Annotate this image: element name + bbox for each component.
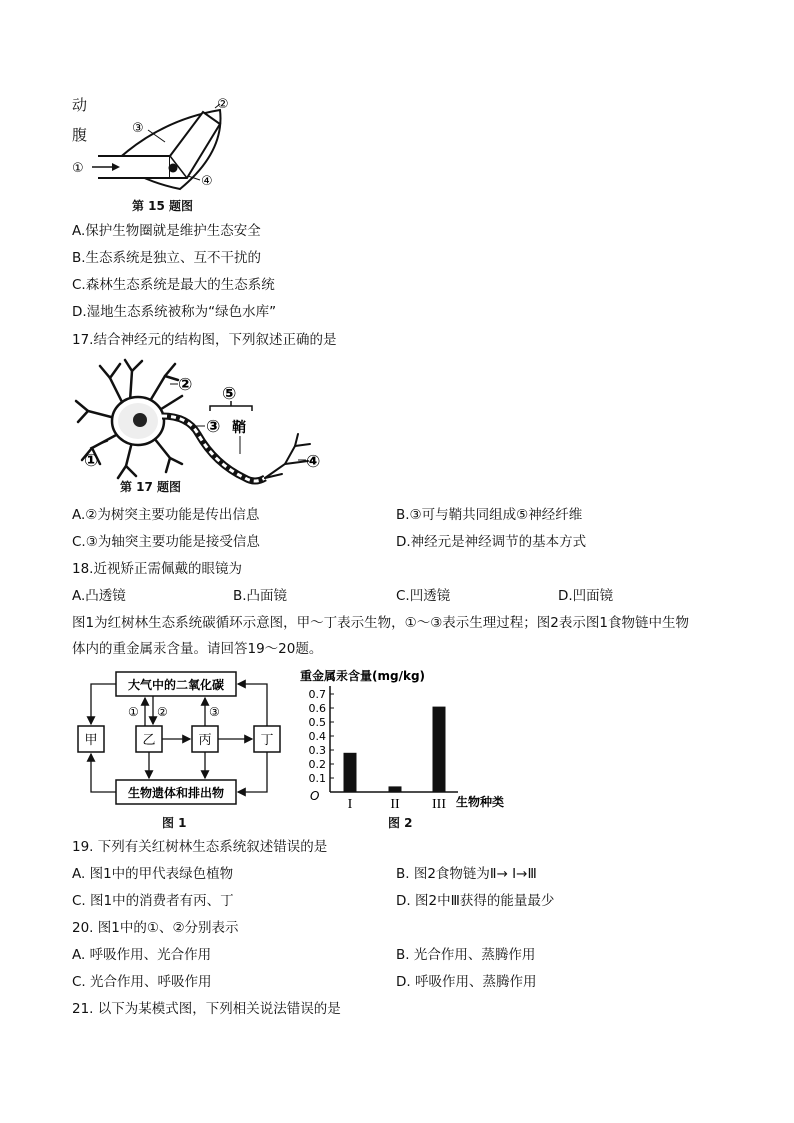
q19-option-c: C. 图1中的消费者有丙、丁 [72,893,234,909]
q16-option-d: D.湿地生态系统被称为“绿色水库” [72,304,277,320]
intro-line-2: 体内的重金属汞含量。请回答19～20题。 [72,641,323,657]
fig17-caption: 第 17 题图 [120,480,182,494]
q20-option-b: B. 光合作用、蒸腾作用 [396,947,536,963]
fig2-bar-3 [433,707,446,792]
fig2-category-label: III [432,797,446,812]
q20-option-c: C. 光合作用、呼吸作用 [72,974,212,990]
fig15-diagram [70,92,250,202]
fig2-bar-1 [344,753,357,792]
fig15-dot [169,164,178,173]
fig1-node-ding-label: 丁 [260,733,274,748]
q17-option-b: B.③可与鞘共同组成⑤神经纤维 [396,507,583,523]
q16-option-b: B.生态系统是独立、互不干扰的 [72,250,262,266]
fig1-node-bing-label: 丙 [198,733,212,748]
q20-option-d: D. 呼吸作用、蒸腾作用 [396,974,537,990]
q17-option-c: C.③为轴突主要功能是接受信息 [72,534,260,550]
q19-stem: 19. 下列有关红树林生态系统叙述错误的是 [72,839,328,855]
fig1-bottom-box-label: 生物遗体和排出物 [127,786,225,800]
fig1-arrow-label-2: ② [157,705,168,719]
fig1-arrow-label-1: ① [128,705,139,719]
fig17-label-1: ① [84,451,99,471]
fig17-label-3: ③ [206,417,221,437]
fig2-ytick-label: 0.3 [308,744,326,757]
fig1-caption: 图 1 [162,816,187,830]
fig17-label-4: ④ [306,452,321,472]
intro-line-1: 图1为红树林生态系统碳循环示意图，甲～丁表示生物，①～③表示生理过程；图2表示图1食物链中生物 [72,615,689,631]
q20-stem: 20. 图1中的①、②分别表示 [72,920,239,936]
q18-option-a: A.凸透镜 [72,588,126,604]
fig2-bar-2 [389,786,402,792]
q19-option-a: A. 图1中的甲代表绿色植物 [72,866,234,882]
fig1-node-yi-label: 乙 [142,733,156,748]
fig17-sheath-label: 鞘 [232,420,246,436]
fig15-label-1: ① [72,161,84,176]
fig2-xlabel: 生物种类 [456,795,505,809]
fig2-origin-label: O [310,789,320,803]
q20-option-a: A. 呼吸作用、光合作用 [72,947,212,963]
fig15-char-bottom: 腹 [72,126,88,144]
fig15-label-3: ③ [132,121,144,136]
fig15-caption: 第 15 题图 [132,199,194,213]
q18-option-b: B.凸面镜 [233,588,288,604]
fig15-label-4: ④ [201,174,213,189]
fig2-ytick-label: 0.4 [308,730,326,743]
fig15-label-2: ② [217,97,229,112]
fig17-neuron [70,356,340,486]
q19-option-b: B. 图2食物链为Ⅱ→ Ⅰ→Ⅲ [396,866,537,882]
fig1-carbon-cycle [72,668,288,808]
fig2-ytick-label: 0.7 [308,688,326,701]
fig2-bar-chart [296,666,526,816]
fig2-category-label: I [347,797,353,812]
fig2-caption: 图 2 [388,816,413,830]
fig1-node-jia-label: 甲 [84,733,98,748]
fig2-ytick-label: 0.2 [308,758,326,771]
q17-option-d: D.神经元是神经调节的基本方式 [396,534,587,550]
fig2-ytick-label: 0.5 [308,716,326,729]
q18-option-d: D.凹面镜 [558,588,614,604]
fig17-label-2: ② [178,375,193,395]
fig2-ytick-label: 0.1 [308,772,326,785]
q18-stem: 18.近视矫正需佩戴的眼镜为 [72,561,242,577]
fig2-ytick-label: 0.6 [308,702,326,715]
q19-option-d: D. 图2中Ⅲ获得的能量最少 [396,893,555,909]
fig2-category-label: II [390,797,400,812]
q16-option-c: C.森林生态系统是最大的生态系统 [72,277,275,293]
q17-option-a: A.②为树突主要功能是传出信息 [72,507,260,523]
fig1-arrow-label-3: ③ [209,705,220,719]
q16-option-a: A.保护生物圈就是维护生态安全 [72,223,261,239]
fig2-ylabel: 重金属汞含量(mg/kg) [300,669,426,683]
q21-stem: 21. 以下为某模式图，下列相关说法错误的是 [72,1001,341,1017]
fig1-top-box-label: 大气中的二氧化碳 [127,678,225,692]
fig15-char-top: 动 [72,96,88,114]
fig17-label-5: ⑤ [222,384,237,404]
q17-stem: 17.结合神经元的结构图，下列叙述正确的是 [72,332,337,348]
q18-option-c: C.凹透镜 [396,588,451,604]
